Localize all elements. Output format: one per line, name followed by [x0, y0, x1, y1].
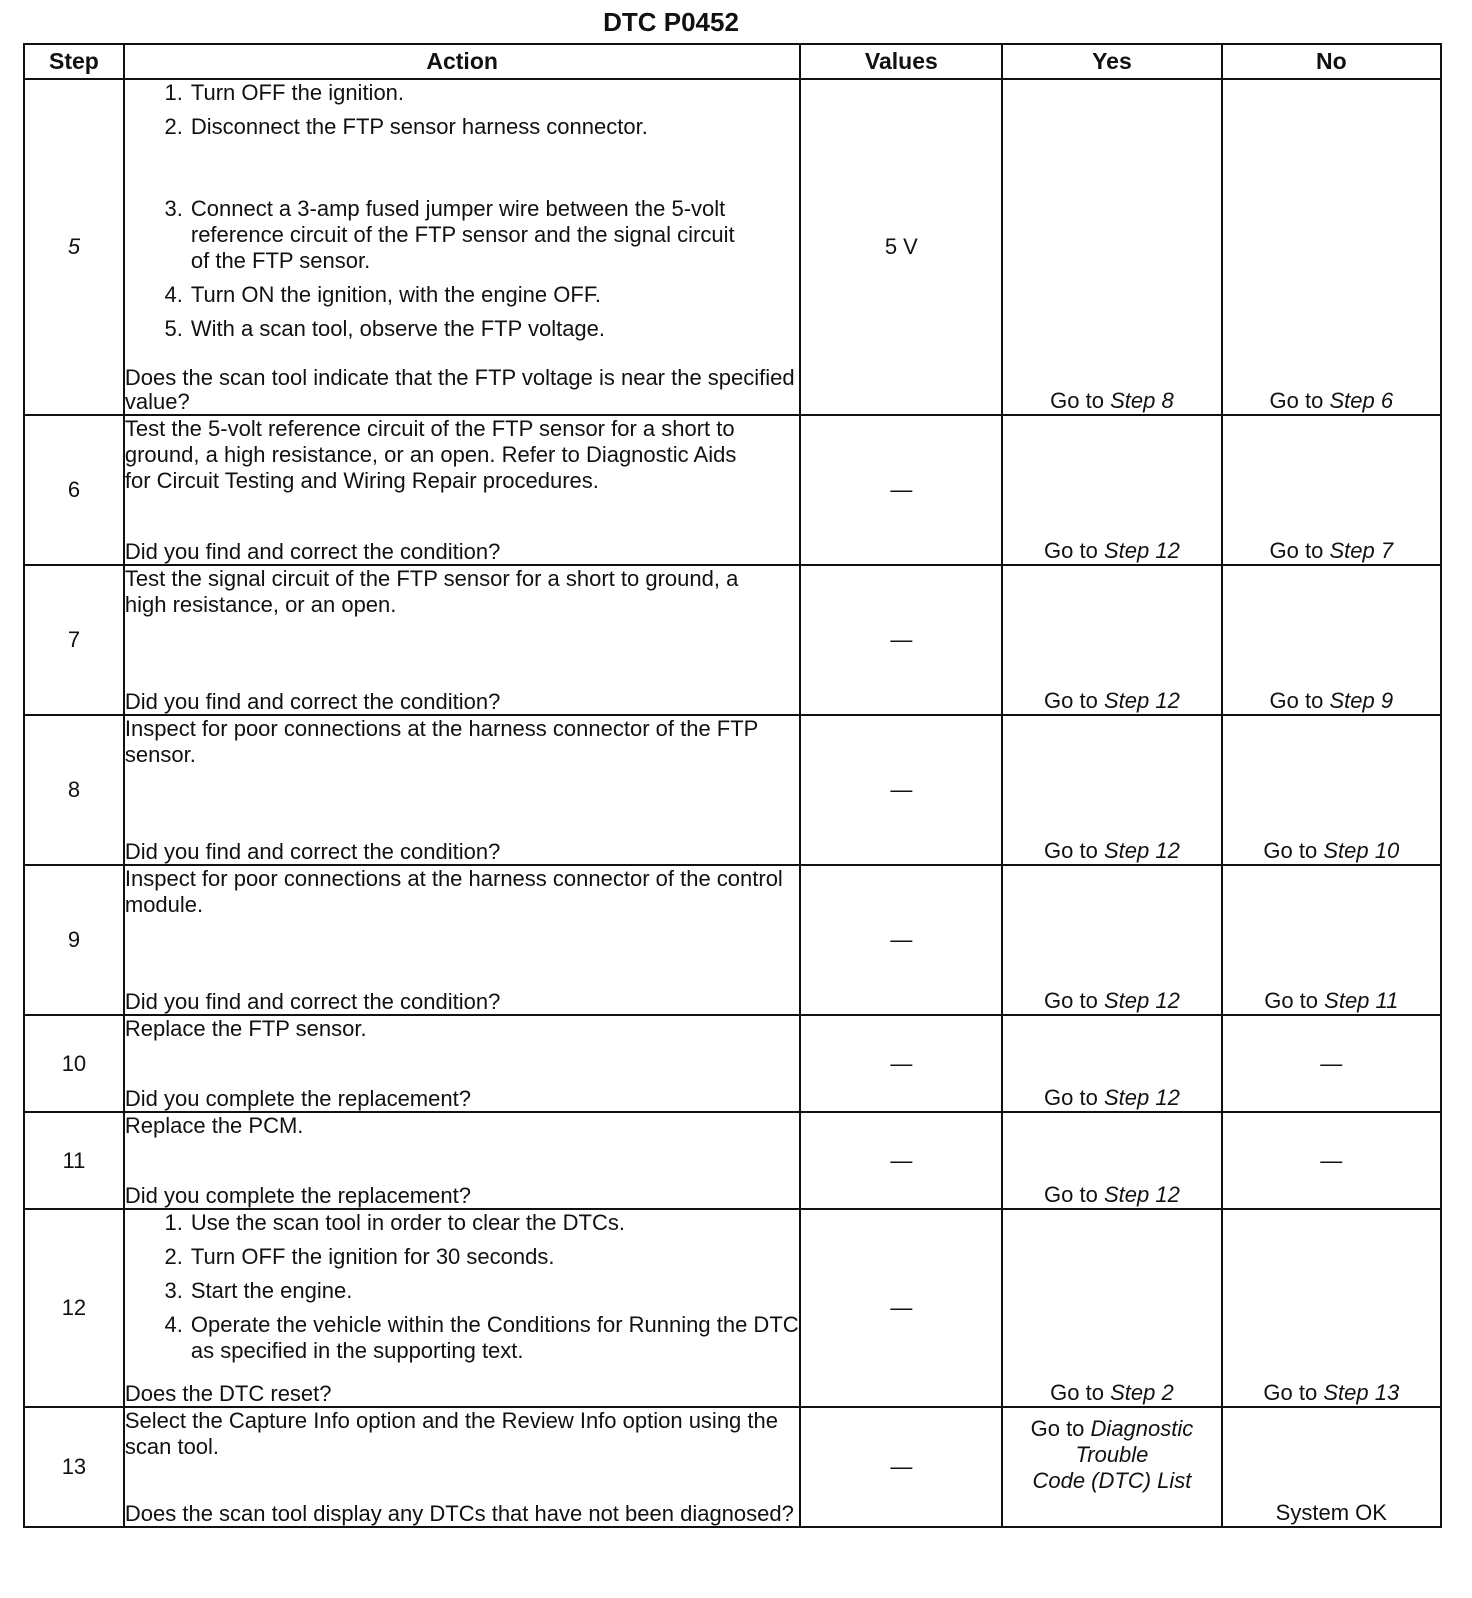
yes-cell: Go to Step 2 — [1002, 1209, 1221, 1407]
step-link[interactable]: Step 12 — [1103, 838, 1180, 863]
page-title: DTC P0452 — [603, 7, 739, 37]
values-cell: — — [800, 715, 1002, 865]
list-item: 4. Turn ON the ignition, with the engine OFF. — [164, 282, 601, 307]
step-link[interactable]: Step 10 — [1323, 838, 1400, 863]
action-text: Replace the FTP sensor. — [124, 1016, 367, 1041]
action-cell — [124, 1112, 801, 1209]
no-cell: Go to Step 10 — [1222, 715, 1441, 865]
action-cell — [124, 565, 801, 715]
step-number: 5 — [24, 79, 124, 415]
table-row — [24, 565, 1441, 715]
yes-cell: Go to Step 12 — [1002, 1015, 1221, 1112]
values-cell: — — [800, 1015, 1002, 1112]
question-text: Did you find and correct the condition? — [124, 989, 501, 1014]
list-item: 4. Operate the vehicle within the Conditions for Running the DTC as specified in the supporting text. — [164, 1312, 799, 1363]
step-number: 8 — [24, 715, 124, 865]
table-row — [24, 1112, 1441, 1209]
yes-cell: Go to Step 12 — [1002, 865, 1221, 1015]
step-link[interactable]: Step 12 — [1103, 1085, 1180, 1110]
question-text: Did you find and correct the condition? — [124, 839, 501, 864]
no-cell: System OK — [1222, 1407, 1441, 1527]
step-link[interactable]: Step 13 — [1323, 1380, 1400, 1405]
step-number: 6 — [24, 415, 124, 565]
header-yes: Yes — [1002, 44, 1221, 79]
question-text: Does the scan tool indicate that the FTP voltage is near the specified value? — [124, 365, 795, 414]
no-cell: Go to Step 9 — [1222, 565, 1441, 715]
action-text: Inspect for poor connections at the harness connector of the control module. — [124, 866, 783, 917]
action-text: Replace the PCM. — [124, 1113, 304, 1138]
step-number: 7 — [24, 565, 124, 715]
yes-cell: Go to Step 12 — [1002, 715, 1221, 865]
header-step: Step — [24, 44, 124, 79]
action-text: Select the Capture Info option and the Review Info option using the scan tool. — [124, 1408, 778, 1459]
values-cell: — — [800, 415, 1002, 565]
question-text: Did you complete the replacement? — [124, 1086, 471, 1111]
action-cell — [124, 415, 801, 565]
step-number: 9 — [24, 865, 124, 1015]
values-cell: — — [800, 865, 1002, 1015]
diagnostic-link[interactable]: Diagnostic — [1090, 1416, 1194, 1441]
table-row — [24, 415, 1441, 565]
action-cell — [124, 1209, 801, 1407]
values-cell: — — [800, 1407, 1002, 1527]
header-row — [24, 44, 1441, 79]
dtc-table — [23, 43, 1442, 1528]
values-cell: 5 V — [800, 79, 1002, 415]
no-cell: — — [1222, 1112, 1441, 1209]
table-row — [24, 865, 1441, 1015]
table-row — [24, 1407, 1441, 1527]
step-link[interactable]: Step 2 — [1110, 1380, 1174, 1405]
list-item: 2. Disconnect the FTP sensor harness connector. — [164, 114, 648, 139]
action-cell — [124, 79, 801, 415]
table-row — [24, 1015, 1441, 1112]
step-number: 10 — [24, 1015, 124, 1112]
list-item: 2. Turn OFF the ignition for 30 seconds. — [164, 1244, 555, 1269]
step-link[interactable]: Step 9 — [1329, 688, 1394, 713]
step-link[interactable]: Step 7 — [1329, 538, 1394, 563]
yes-cell: Go to Step 8 — [1002, 79, 1221, 415]
action-cell — [124, 1015, 801, 1112]
action-cell — [124, 1407, 801, 1527]
step-number: 13 — [24, 1407, 124, 1527]
list-item: 1. Turn OFF the ignition. — [164, 80, 405, 105]
header-action: Action — [124, 44, 801, 79]
no-cell: Go to Step 7 — [1222, 415, 1441, 565]
header-no: No — [1222, 44, 1441, 79]
question-text: Did you find and correct the condition? — [124, 689, 501, 714]
action-cell — [124, 865, 801, 1015]
step-link[interactable]: Step 12 — [1103, 688, 1180, 713]
list-item: 1. Use the scan tool in order to clear the DTCs. — [164, 1210, 625, 1235]
table-row — [24, 715, 1441, 865]
values-cell: — — [800, 565, 1002, 715]
action-text: Test the 5-volt reference circuit of the FTP sensor for a short to ground, a high resistance, or an open. Refer to Diagnostic Aids for Circuit Testing and Wiring Repair procedures. — [124, 416, 737, 493]
no-cell: Go to Step 6 — [1222, 79, 1441, 415]
question-text: Did you find and correct the condition? — [124, 539, 501, 564]
values-cell: — — [800, 1209, 1002, 1407]
list-item: 5. With a scan tool, observe the FTP voltage. — [164, 316, 606, 341]
values-cell: — — [800, 1112, 1002, 1209]
list-item: 3. Connect a 3-amp fused jumper wire between the 5-volt reference circuit of the FTP sensor and the signal circuit of the FTP sensor. — [164, 196, 735, 273]
header-values: Values — [800, 44, 1002, 79]
step-link[interactable]: Step 12 — [1103, 988, 1180, 1013]
action-text: Inspect for poor connections at the harness connector of the FTP sensor. — [124, 716, 758, 767]
yes-cell: Go to Step 12 — [1002, 1112, 1221, 1209]
question-text: Does the scan tool display any DTCs that have not been diagnosed? — [124, 1501, 794, 1526]
question-text: Does the DTC reset? — [124, 1381, 332, 1406]
yes-cell: Go to Step 12 — [1002, 415, 1221, 565]
action-text: Test the signal circuit of the FTP sensor for a short to ground, a high resistance, or an open. — [124, 566, 739, 617]
no-cell: Go to Step 11 — [1222, 865, 1441, 1015]
list-item: 3. Start the engine. — [164, 1278, 353, 1303]
action-cell — [124, 715, 801, 865]
table-row — [24, 79, 1441, 415]
step-link[interactable]: Step 6 — [1329, 388, 1394, 413]
step-link[interactable]: Step 12 — [1103, 538, 1180, 563]
yes-cell: Go to Diagnostic Trouble Code (DTC) List — [1002, 1407, 1221, 1527]
step-link[interactable]: Step 8 — [1110, 388, 1174, 413]
no-cell: Go to Step 13 — [1222, 1209, 1441, 1407]
step-number: 12 — [24, 1209, 124, 1407]
step-link[interactable]: Step 11 — [1324, 988, 1399, 1013]
step-number: 11 — [24, 1112, 124, 1209]
table-row — [24, 1209, 1441, 1407]
no-cell: — — [1222, 1015, 1441, 1112]
question-text: Did you complete the replacement? — [124, 1183, 471, 1208]
yes-cell: Go to Step 12 — [1002, 565, 1221, 715]
step-link[interactable]: Step 12 — [1103, 1182, 1180, 1207]
